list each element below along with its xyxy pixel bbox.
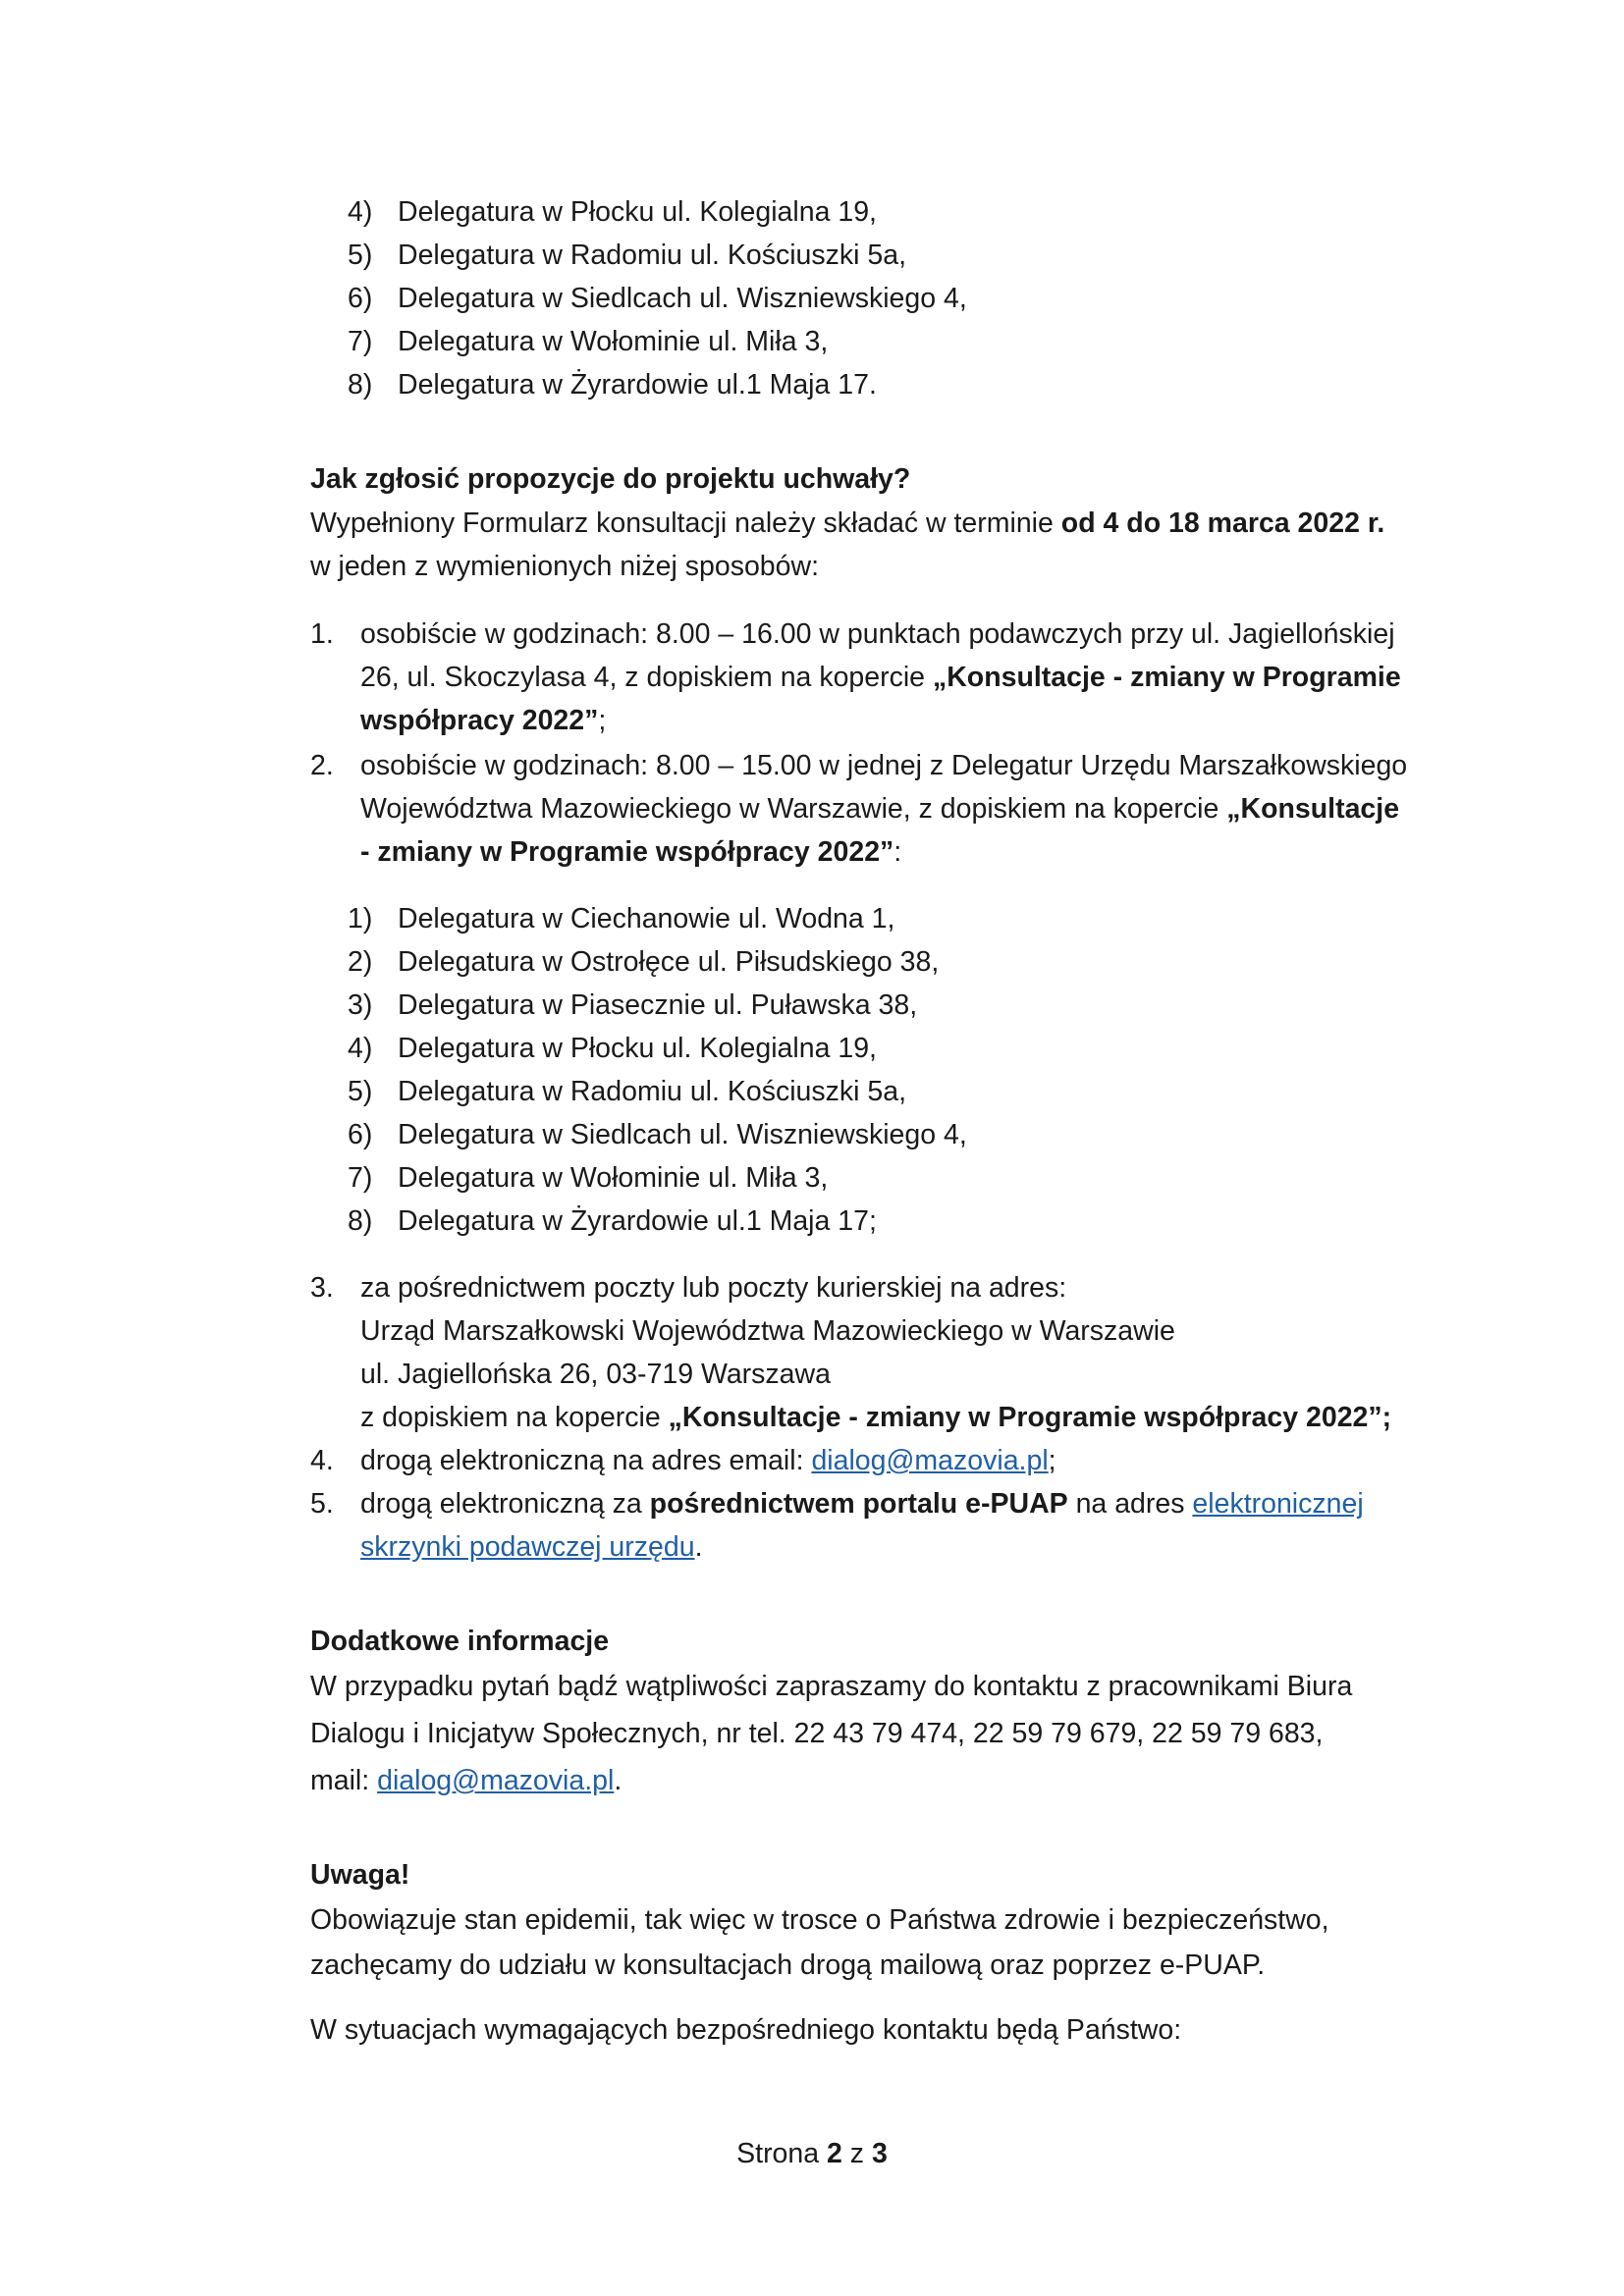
- list-item: Delegatura w Siedlcach ul. Wiszniewskiego 4,: [398, 1119, 967, 1150]
- method-1-line-2: [360, 660, 1401, 695]
- punctuation: ;: [1048, 1445, 1056, 1476]
- page-footer: [0, 2136, 1624, 2171]
- section-intro-line-2: w jeden z wymienionych niżej sposobów:: [310, 551, 820, 582]
- contact-email-link[interactable]: dialog@mazovia.pl: [377, 1765, 615, 1796]
- list-number: 5): [348, 240, 373, 271]
- method-1-line-1: osobiście w godzinach: 8.00 – 16.00 w punktach podawczych przy ul. Jagiellońskiej: [360, 618, 1395, 650]
- section-heading-warning: Uwaga!: [310, 1859, 410, 1891]
- epuap-inbox-link[interactable]: elektronicznej: [1192, 1488, 1364, 1520]
- list-number: 8): [348, 369, 373, 400]
- list-item: Delegatura w Wołominie ul. Miła 3,: [398, 326, 829, 357]
- envelope-note: „Konsultacje - zmiany w Programie współpracy 2022”;: [668, 1402, 1392, 1433]
- method-4-line: [360, 1443, 1056, 1478]
- list-number: 2): [348, 946, 373, 978]
- email-link[interactable]: dialog@mazovia.pl: [811, 1445, 1049, 1476]
- section-heading-additional-info: Dodatkowe informacje: [310, 1626, 610, 1657]
- list-number: 3): [348, 989, 373, 1021]
- page-label: Strona: [736, 2138, 828, 2169]
- punctuation: ;: [598, 705, 607, 736]
- list-number: 4): [348, 196, 373, 228]
- additional-info-line-3: [310, 1763, 622, 1798]
- intro-text: Wypełniony Formularz konsultacji należy składać w terminie: [310, 507, 1061, 539]
- list-number: 1): [348, 903, 373, 934]
- epuap-inbox-link[interactable]: skrzynki podawczej urzędu: [360, 1531, 695, 1563]
- method-5-text: drogą elektroniczną za: [360, 1488, 650, 1520]
- list-item: Delegatura w Ciechanowie ul. Wodna 1,: [398, 903, 895, 934]
- envelope-note: - zmiany w Programie współpracy 2022”: [360, 836, 894, 868]
- intro-date-range: od 4 do 18 marca 2022 r.: [1060, 507, 1385, 539]
- page-separator: z: [841, 2138, 872, 2169]
- method-2-line-2: [360, 791, 1399, 827]
- method-3-line-4: [360, 1400, 1391, 1435]
- section-intro-line-1: [310, 506, 1384, 541]
- total-pages-number: 3: [871, 2138, 888, 2169]
- list-item: Delegatura w Radomiu ul. Kościuszki 5a,: [398, 1076, 906, 1107]
- epuap-portal-note: pośrednictwem portalu e-PUAP: [649, 1488, 1068, 1520]
- method-2-text: Województwa Mazowieckiego w Warszawie, z dopiskiem na kopercie: [360, 793, 1227, 825]
- envelope-note: „Konsultacje: [1226, 793, 1400, 825]
- method-number: 3.: [310, 1272, 334, 1304]
- list-number: 7): [348, 326, 373, 357]
- warning-line-3: W sytuacjach wymagających bezpośredniego kontaktu będą Państwo:: [310, 2014, 1182, 2046]
- list-item: Delegatura w Żyrardowie ul.1 Maja 17;: [398, 1205, 877, 1237]
- method-3-line-1: za pośrednictwem poczty lub poczty kurierskiej na adres:: [360, 1272, 1067, 1304]
- mail-label: mail:: [310, 1765, 378, 1796]
- list-item: Delegatura w Ostrołęce ul. Piłsudskiego 38,: [398, 946, 940, 978]
- method-number: 5.: [310, 1488, 334, 1520]
- additional-info-line-1: W przypadku pytań bądź wątpliwości zapraszamy do kontaktu z pracownikami Biura: [310, 1671, 1353, 1702]
- method-2-line-1: osobiście w godzinach: 8.00 – 15.00 w jednej z Delegatur Urzędu Marszałkowskiego: [360, 750, 1408, 781]
- method-number: 2.: [310, 750, 334, 781]
- method-5-line-2: [360, 1529, 703, 1565]
- punctuation: .: [694, 1531, 703, 1563]
- method-number: 1.: [310, 618, 334, 650]
- list-item: Delegatura w Płocku ul. Kolegialna 19,: [398, 196, 877, 228]
- envelope-note: „Konsultacje - zmiany w Programie: [932, 662, 1401, 693]
- punctuation: .: [614, 1765, 623, 1796]
- method-4-text: drogą elektroniczną na adres email:: [360, 1445, 812, 1476]
- method-5-line-1: [360, 1486, 1364, 1522]
- method-1-line-3: [360, 703, 606, 738]
- additional-info-line-2: Dialogu i Inicjatyw Społecznych, nr tel. 22 43 79 474, 22 59 79 679, 22 59 79 683,: [310, 1718, 1324, 1749]
- current-page-number: 2: [827, 2138, 842, 2169]
- method-3-text: z dopiskiem na kopercie: [360, 1402, 669, 1433]
- list-item: Delegatura w Piasecznie ul. Puławska 38,: [398, 989, 918, 1021]
- list-number: 6): [348, 283, 373, 314]
- method-3-address-line-2: ul. Jagiellońska 26, 03-719 Warszawa: [360, 1359, 831, 1390]
- list-item: Delegatura w Płocku ul. Kolegialna 19,: [398, 1033, 877, 1064]
- envelope-note: współpracy 2022”: [360, 705, 599, 736]
- list-number: 4): [348, 1033, 373, 1064]
- method-1-text: 26, ul. Skoczylasa 4, z dopiskiem na kopercie: [360, 662, 933, 693]
- list-item: Delegatura w Radomiu ul. Kościuszki 5a,: [398, 240, 906, 271]
- list-number: 5): [348, 1076, 373, 1107]
- list-number: 8): [348, 1205, 373, 1237]
- method-2-line-3: [360, 834, 901, 870]
- punctuation: :: [893, 836, 902, 868]
- warning-line-2: zachęcamy do udziału w konsultacjach drogą mailową oraz poprzez e-PUAP.: [310, 1949, 1266, 1981]
- list-item: Delegatura w Siedlcach ul. Wiszniewskiego 4,: [398, 283, 967, 314]
- list-number: 7): [348, 1162, 373, 1194]
- section-heading-how-to-submit: Jak zgłosić propozycje do projektu uchwały?: [310, 463, 911, 495]
- list-item: Delegatura w Wołominie ul. Miła 3,: [398, 1162, 829, 1194]
- method-number: 4.: [310, 1445, 334, 1476]
- list-item: Delegatura w Żyrardowie ul.1 Maja 17.: [398, 369, 877, 400]
- warning-line-1: Obowiązuje stan epidemii, tak więc w trosce o Państwa zdrowie i bezpieczeństwo,: [310, 1904, 1329, 1936]
- method-3-address-line-1: Urząd Marszałkowski Województwa Mazowieckiego w Warszawie: [360, 1315, 1175, 1347]
- method-5-text: na adres: [1067, 1488, 1193, 1520]
- list-number: 6): [348, 1119, 373, 1150]
